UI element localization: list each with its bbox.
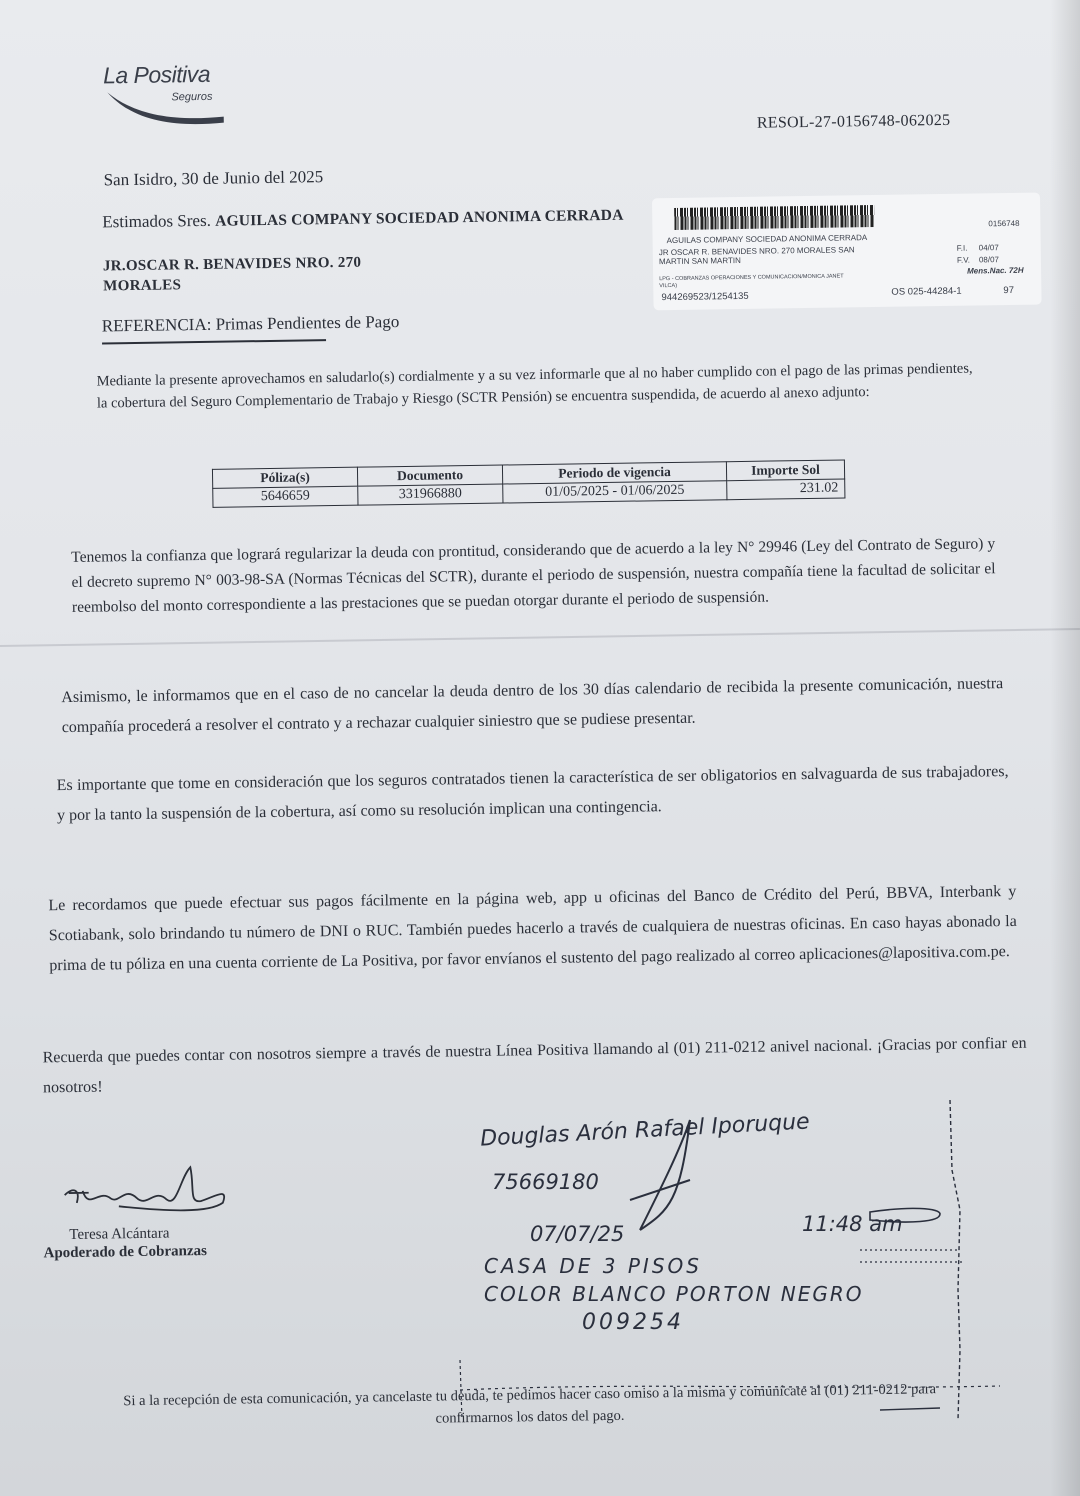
handwritten-note-1: CASA DE 3 PISOS [484, 1254, 702, 1278]
handwritten-date: 07/07/25 [530, 1222, 625, 1246]
greeting-prefix: Estimados Sres. [102, 210, 212, 232]
greeting [102, 205, 624, 233]
label-fi-value: 04/07 [978, 243, 999, 253]
handwritten-note-3: 009254 [582, 1310, 684, 1335]
label-qty: 97 [1003, 284, 1015, 297]
handwritten-name: Douglas Arón Rafael Iporuque [479, 1109, 811, 1152]
label-addr-2: MARTIN SAN MARTIN [658, 255, 741, 267]
signatory-name: Teresa Alcántara [69, 1225, 170, 1244]
address-line-1: JR.OSCAR R. BENAVIDES NRO. 270 [102, 254, 362, 275]
label-fi: F.I. [956, 243, 968, 253]
barcode-icon [674, 205, 874, 230]
label-addr-1: JR OSCAR R. BENAVIDES NRO. 270 MORALES SAN [658, 245, 855, 258]
la-positiva-logo [103, 60, 244, 132]
address-line-2: MORALES [103, 277, 182, 295]
handwritten-time: 11:48 am [802, 1212, 903, 1236]
label-dept: LPG - COBRANZAS OPERACIONES Y COMUNICACION/MONICA JANET [659, 273, 844, 283]
pending-premiums-table [212, 459, 846, 507]
table-cell: 5646659 [213, 486, 358, 507]
label-os: OS 025-44284-1 [891, 285, 962, 298]
label-dept-2: VILCA) [659, 282, 678, 290]
footer-note: Si a la recepción de esta comunicación, ya cancelaste tu deuda, te pedimos hacer caso omiso a la misma y comunícate al (01) 211-0212 para confirmarnos los datos del pago. [123, 1381, 937, 1427]
label-company: AGUILAS COMPANY SOCIEDAD ANONIMA CERRADA [666, 233, 868, 246]
table-header: Póliza(s) [212, 467, 357, 488]
shipping-label [652, 193, 1042, 311]
paragraph-1: Mediante la presente aprovechamos en saludarlo(s) cordialmente y a su vez informarle que al no haber cumplido con el pago de las primas pendientes, la cobertura del Seguro Complementario de Trabajo y Riesgo (SCTR Pensión) se encuentra suspendida, de acuerdo al anexo adjunto: [96, 360, 973, 412]
paragraph-4: Es importante que tome en consideración que los seguros contratados tienen la característica de ser obligatorios en salvaguarda de sus trabajadores, y por la tanto la suspensión de la cobertura, así como su resolución implican una contingencia. [56, 763, 1009, 825]
table-cell: 231.02 [727, 479, 845, 500]
signature-scribble-icon [58, 1157, 239, 1230]
table-header: Periodo de vigencia [502, 462, 726, 484]
reference: REFERENCIA: Primas Pendientes de Pago [101, 312, 400, 336]
logo-sub: Seguros [171, 90, 213, 104]
logo-name: La Positiva [102, 60, 211, 89]
paragraph-3: Asimismo, le informamos que en el caso de no cancelar la deuda dentro de los 30 días calendario de recibida la presente comunicación, nuestra compañía procederá a resolver el contrato y a rechazar cualquier siniestro que se pudiese presentar. [61, 675, 1004, 737]
handwritten-note-2: COLOR BLANCO PORTON NEGRO [484, 1282, 864, 1306]
reference-underline [102, 339, 326, 344]
resolution-number: RESOL-27-0156748-062025 [756, 111, 951, 132]
recipient-address [103, 253, 362, 297]
label-code: 0156748 [988, 218, 1020, 229]
table-cell: 331966880 [358, 484, 503, 505]
recipient-company: AGUILAS COMPANY SOCIEDAD ANONIMA CERRADA [215, 206, 624, 230]
label-tracking: 944269523/1254135 [661, 290, 749, 304]
date-line: San Isidro, 30 de Junio del 2025 [103, 167, 324, 190]
paragraph-5: Le recordamos que puede efectuar sus pagos fácilmente en la página web, app u oficinas del Banco de Crédito del Perú, BBVA, Interbank y Scotiabank, solo brindando tu número de DNI o RUC. También puedes hacerlo a través de cualquiera de nuestras oficinas. En caso hayas abonado la prima de tu póliza en una cuenta corriente de La Positiva, por favor envíanos el sustento del pago realizado al correo aplicaciones@lapositiva.com.pe. [48, 882, 1017, 975]
paragraph-6: Recuerda que puedes contar con nosotros siempre a través de nuestra Línea Positiva llamando al (01) 211-0212 anivel nacional. ¡Gracias por confiar en nosotros! [42, 1034, 1027, 1097]
label-fv: F.V. [956, 255, 971, 265]
table-header: Documento [357, 465, 502, 486]
handwritten-dni: 75669180 [492, 1170, 599, 1194]
signatory-title: Apoderado de Cobranzas [43, 1242, 208, 1262]
table-header: Importe Sol [726, 460, 844, 481]
label-fv-value: 08/07 [978, 255, 1000, 265]
table-cell: 01/05/2025 - 01/06/2025 [503, 481, 727, 503]
label-mens: Mens.Nac. 72H [967, 265, 1024, 276]
paragraph-2: Tenemos la confianza que logrará regularizar la deuda con prontitud, considerando que de acuerdo a la ley N° 29946 (Ley del Contrato de Seguro) y el decreto supremo N° 003-98-SA (Normas Técnicas del SCTR), durante el periodo de suspensión, nuestra compañía tiene la facultad de solicitar el reembolso del monto correspondiente a las prestaciones que se puedan otorgar durante el periodo de suspensión. [71, 535, 996, 616]
